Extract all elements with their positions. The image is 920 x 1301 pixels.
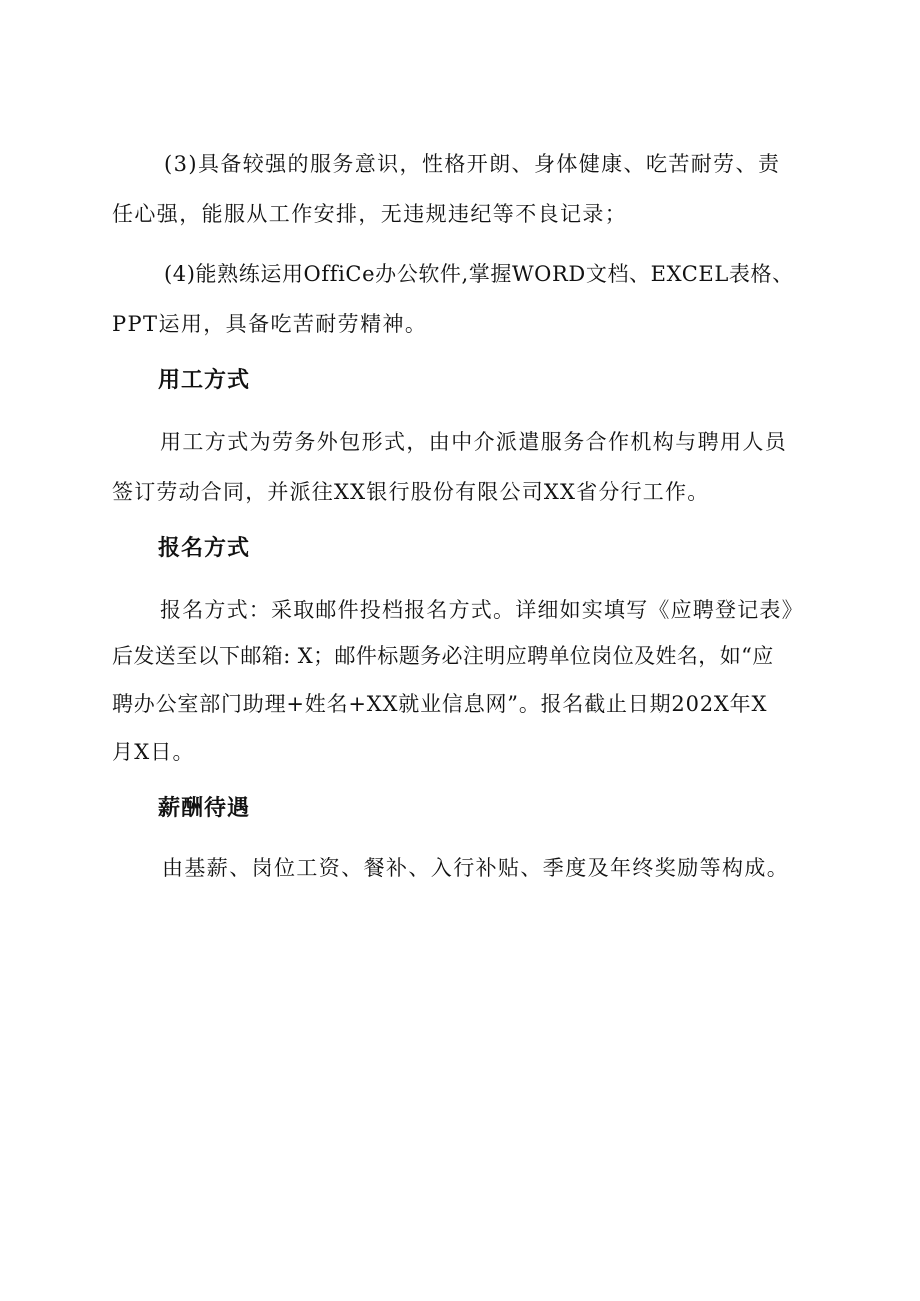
application-method-line-2: 后发送至以下邮箱: X；邮件标题务必注明应聘单位岗位及姓名，如“应 <box>112 644 774 668</box>
requirement-3-line-2: 任心强，能服从工作安排，无违规违纪等不良记录； <box>112 202 628 226</box>
application-method-line-4: 月X日。 <box>112 740 195 764</box>
application-method-line-3: 聘办公室部门助理+姓名+XX就业信息网”。报名截止日期202X年X <box>112 692 768 716</box>
requirement-4-line-1: (4)能熟练运用OffiCe办公软件,掌握WORD文档、EXCEL表格、 <box>164 262 794 286</box>
section-title-employment-method: 用工方式 <box>158 368 251 393</box>
application-method-line-1: 报名方式：采取邮件投档报名方式。详细如实填写《应聘登记表》 <box>160 598 804 622</box>
employment-method-line-2: 签订劳动合同，并派往XX银行股份有限公司XX省分行工作。 <box>112 480 710 504</box>
requirement-3-line-1: (3)具备较强的服务意识，性格开朗、身体健康、吃苦耐劳、责 <box>164 152 781 176</box>
requirement-4-line-2: PPT运用，具备吃苦耐劳精神。 <box>112 312 428 336</box>
section-title-compensation: 薪酬待遇 <box>158 796 251 821</box>
employment-method-line-1: 用工方式为劳务外包形式，由中介派遣服务合作机构与聘用人员 <box>160 430 788 454</box>
section-title-application-method: 报名方式 <box>158 536 251 561</box>
compensation-line-1: 由基薪、岗位工资、餐补、入行补贴、季度及年终奖励等构成。 <box>162 856 790 880</box>
